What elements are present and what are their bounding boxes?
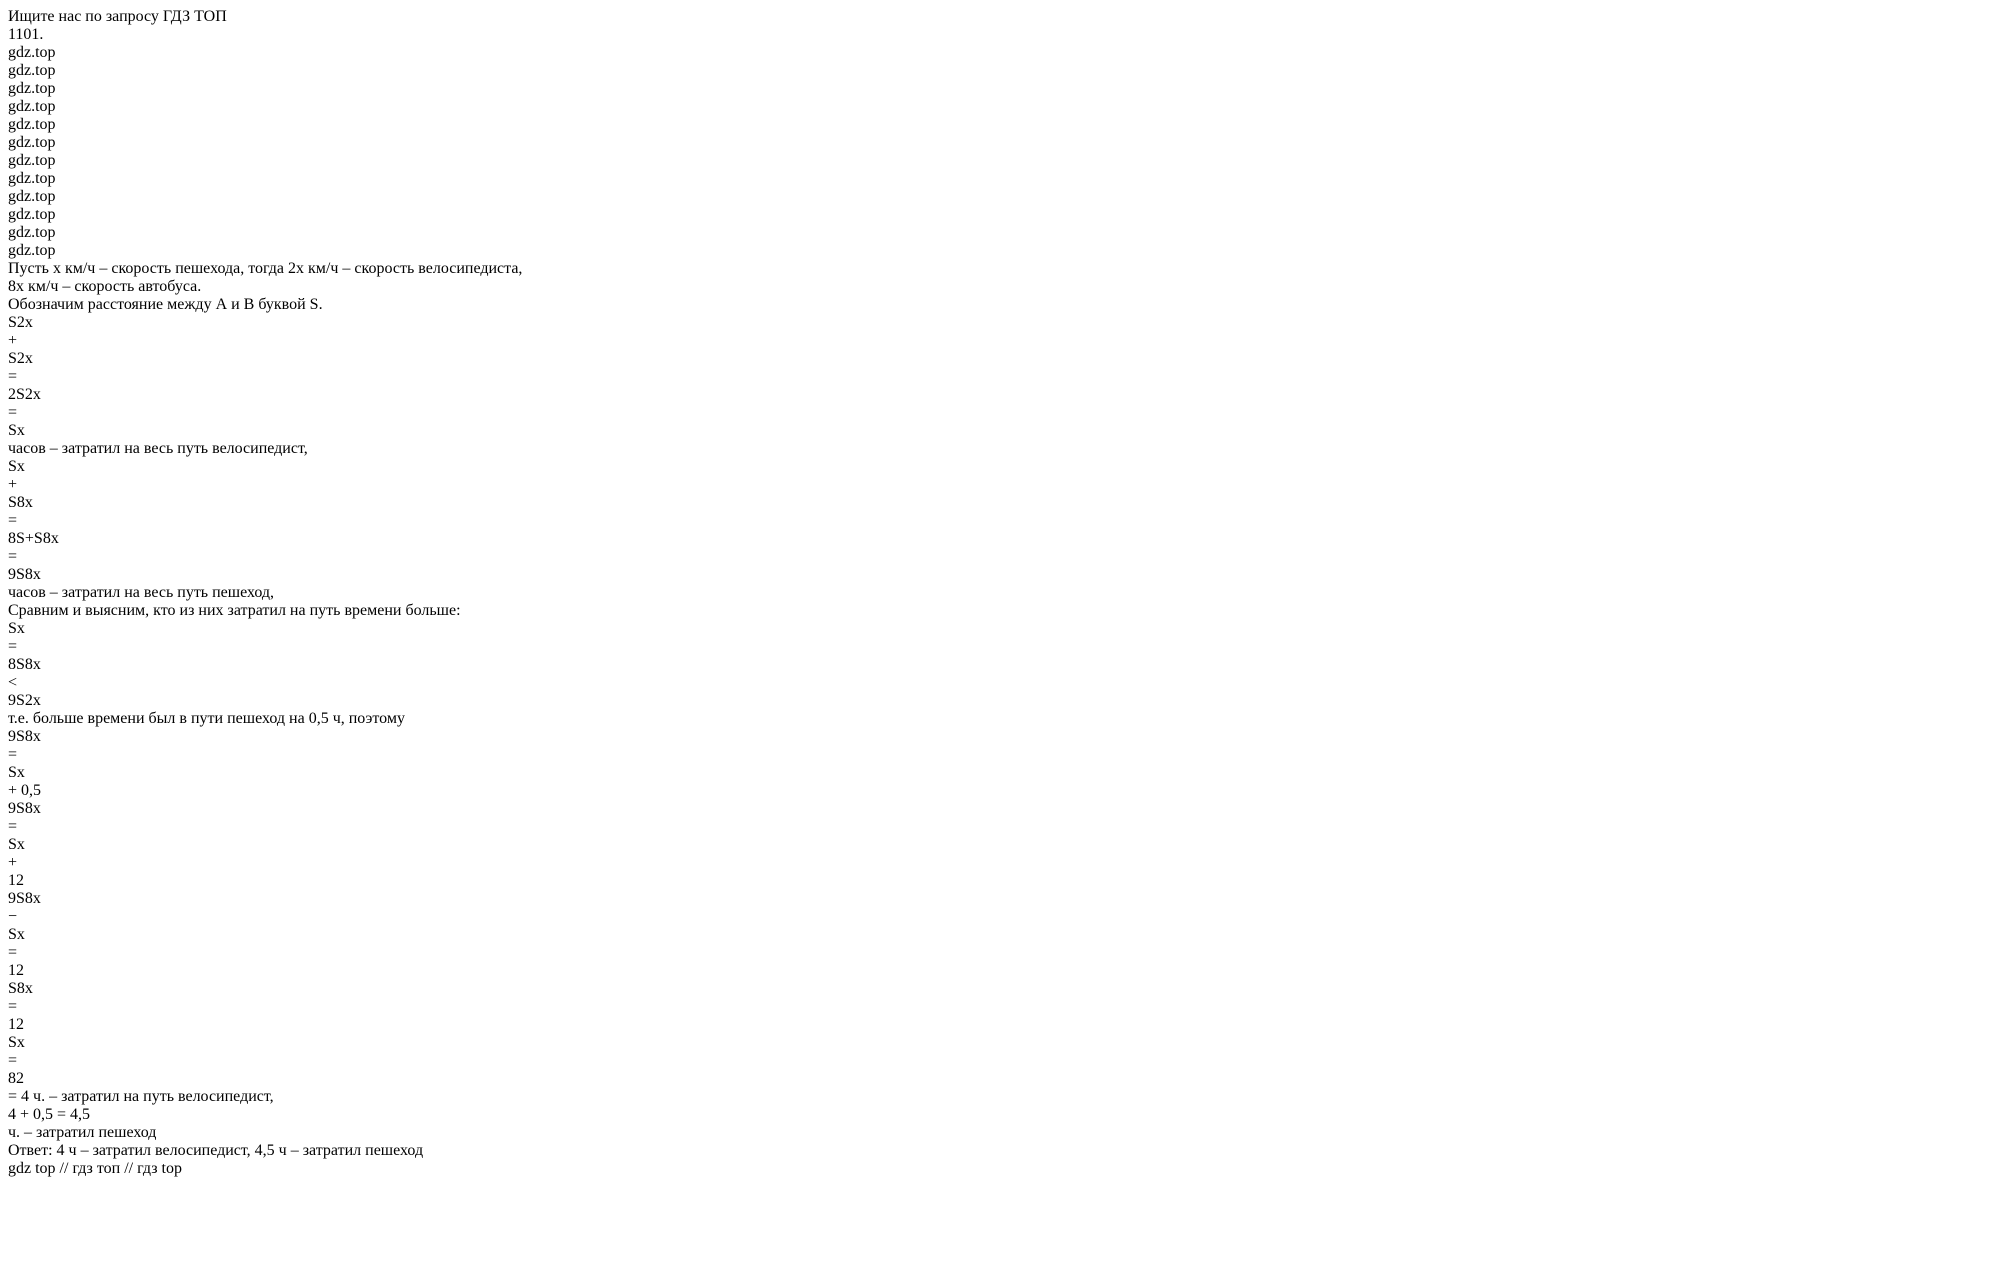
fraction-8s-8x: 8S8x: [8, 656, 41, 673]
operator-equals: =: [8, 944, 18, 961]
sum-expression: 4 + 0,5 = 4,5: [8, 1106, 91, 1123]
intro-line-2: 8x км/ч – скорость автобуса.: [8, 278, 202, 295]
pedestrian-time-text: часов – затратил на весь путь пешеход,: [8, 584, 275, 601]
fraction-2s-2x: 2S2x: [8, 386, 41, 403]
fraction-s-x: Sx: [8, 836, 25, 853]
fraction-s-x: Sx: [8, 422, 25, 439]
fraction-s-8x: S8x: [8, 494, 33, 511]
fraction-9s-8x: 9S8x: [8, 800, 41, 817]
fraction-s-x: Sx: [8, 1034, 25, 1051]
fraction-s-x: Sx: [8, 458, 25, 475]
intro-line-1: Пусть x км/ч – скорость пешехода, тогда 2x км/ч – скорость велосипедиста,: [8, 260, 523, 277]
watermark: gdz.top: [8, 98, 56, 115]
operator-plus: +: [8, 476, 18, 493]
plus-half-decimal: + 0,5: [8, 782, 42, 799]
watermark: gdz.top: [8, 188, 56, 205]
operator-equals: =: [8, 998, 18, 1015]
answer-line: Ответ: 4 ч – затратил велосипедист, 4,5 ч – затратил пешеход: [8, 1142, 424, 1159]
intro-line-3: Обозначим расстояние между А и В буквой S.: [8, 296, 323, 313]
fraction-s-2x: S2x: [8, 350, 33, 367]
watermark: gdz.top: [8, 224, 56, 241]
fraction-8-2: 82: [8, 1070, 24, 1087]
operator-minus: −: [8, 908, 18, 925]
operator-equals: =: [8, 638, 18, 655]
fraction-s-2x: S2x: [8, 314, 33, 331]
compare-conclusion: т.е. больше времени был в пути пешеход на 0,5 ч, поэтому: [8, 710, 405, 727]
fraction-9s-2x: 9S2x: [8, 692, 41, 709]
fraction-s-x: Sx: [8, 620, 25, 637]
operator-plus: +: [8, 332, 18, 349]
fraction-9s-8x: 9S8x: [8, 728, 41, 745]
cyclist-time-text: часов – затратил на весь путь велосипедист,: [8, 440, 308, 457]
fraction-s-x: Sx: [8, 926, 25, 943]
operator-equals: =: [8, 368, 18, 385]
fraction-1-2: 12: [8, 1016, 24, 1033]
fraction-9s-8x: 9S8x: [8, 566, 41, 583]
operator-equals: =: [8, 1052, 18, 1069]
operator-less-than: <: [8, 674, 18, 691]
problem-number: 1101.: [8, 26, 44, 43]
sum-text: ч. – затратил пешеход: [8, 1124, 157, 1141]
operator-equals: =: [8, 512, 18, 529]
operator-equals: =: [8, 818, 18, 835]
watermark: gdz.top: [8, 170, 56, 187]
search-banner: Ищите нас по запросу ГДЗ ТОП: [8, 8, 227, 25]
fraction-9s-8x: 9S8x: [8, 890, 41, 907]
watermark: gdz.top: [8, 62, 56, 79]
watermark: gdz.top: [8, 80, 56, 97]
operator-equals: =: [8, 548, 18, 565]
footer: gdz top // гдз топ // гдз top: [8, 1160, 182, 1177]
watermark: gdz.top: [8, 206, 56, 223]
cyclist-result-text: = 4 ч. – затратил на путь велосипедист,: [8, 1088, 274, 1105]
operator-equals: =: [8, 746, 18, 763]
fraction-s-x: Sx: [8, 764, 25, 781]
operator-plus: +: [8, 854, 18, 871]
fraction-1-2: 12: [8, 872, 24, 889]
fraction-s-8x: S8x: [8, 980, 33, 997]
watermark: gdz.top: [8, 116, 56, 133]
watermark: gdz.top: [8, 152, 56, 169]
fraction-1-2: 12: [8, 962, 24, 979]
compare-line: Сравним и выясним, кто из них затратил на путь времени больше:: [8, 602, 461, 619]
fraction-8s-plus-s-8x: 8S+S8x: [8, 530, 59, 547]
watermark: gdz.top: [8, 134, 56, 151]
watermark: gdz.top: [8, 242, 56, 259]
watermark: gdz.top: [8, 44, 56, 61]
operator-equals: =: [8, 404, 18, 421]
page: [8, 8, 1982, 1178]
